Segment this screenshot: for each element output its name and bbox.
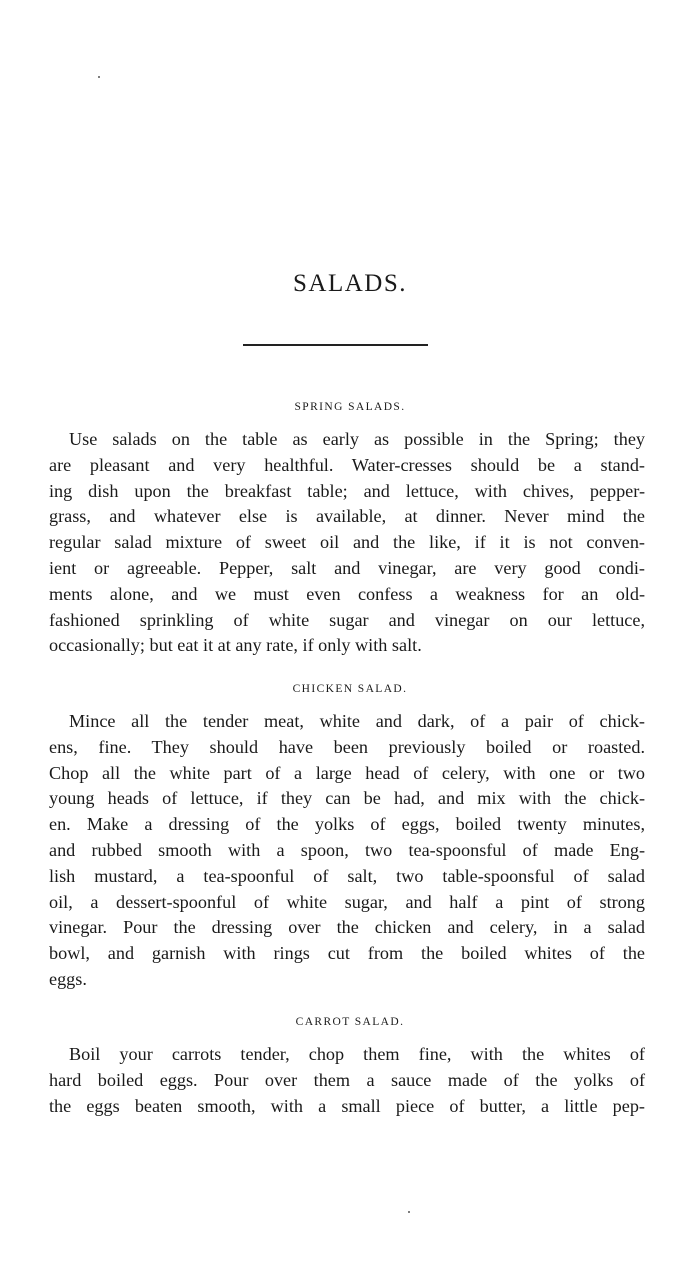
- section-heading-carrot-salad: CARROT SALAD.: [295, 1016, 405, 1028]
- page-title: SALADS.: [293, 270, 407, 297]
- section-heading-spring-salads: SPRING SALADS.: [294, 401, 406, 413]
- text-line: ens, fine. They should have been previously boiled or roasted.: [49, 736, 645, 757]
- text-line: ments alone, and we must even confess a weakness for an old-: [49, 583, 645, 604]
- text-line: Chop all the white part of a large head of celery, with one or two: [49, 762, 645, 783]
- text-line: vinegar. Pour the dressing over the chicken and celery, in a salad: [49, 917, 645, 938]
- text-line: Use salads on the table as early as possible in the Spring; they: [69, 429, 645, 449]
- text-line: are pleasant and very healthful. Water-cresses should be a stand-: [49, 454, 645, 475]
- text-line: ient or agreeable. Pepper, salt and vinegar, are very good condi-: [49, 557, 645, 578]
- text-line: bowl, and garnish with rings cut from the boiled whites of the: [49, 943, 645, 964]
- text-line: fashioned sprinkling of white sugar and vinegar on our lettuce,: [49, 609, 645, 630]
- text-line: Mince all the tender meat, white and dark, of a pair of chick-: [69, 711, 645, 731]
- text-line: grass, and whatever else is available, at dinner. Never mind the: [49, 506, 645, 527]
- text-line: oil, a dessert-spoonful of white sugar, and half a pint of strong: [49, 891, 645, 912]
- text-line: hard boiled eggs. Pour over them a sauce made of the yolks of: [49, 1069, 645, 1090]
- text-line: occasionally; but eat it at any rate, if only with salt.: [49, 635, 422, 656]
- paper-speck: [408, 1211, 410, 1213]
- text-line: en. Make a dressing of the yolks of eggs, boiled twenty minutes,: [49, 814, 645, 835]
- text-line: regular salad mixture of sweet oil and the like, if it is not conven-: [49, 532, 645, 553]
- section-heading-chicken-salad: CHICKEN SALAD.: [292, 683, 408, 695]
- text-line: Boil your carrots tender, chop them fine, with the whites of: [69, 1044, 645, 1064]
- paragraph-carrot-salad: [49, 1042, 645, 1119]
- text-line: and rubbed smooth with a spoon, two tea-spoonsful of made Eng-: [49, 839, 645, 860]
- text-line: young heads of lettuce, if they can be had, and mix with the chick-: [49, 788, 645, 809]
- text-line: eggs.: [49, 968, 87, 989]
- title-rule: [243, 344, 428, 346]
- paragraph-spring-salads: [49, 427, 645, 659]
- text-line: ing dish upon the breakfast table; and lettuce, with chives, pepper-: [49, 480, 645, 501]
- paper-speck: [98, 76, 100, 78]
- text-line: lish mustard, a tea-spoonful of salt, two table-spoonsful of salad: [49, 865, 645, 886]
- text-line: the eggs beaten smooth, with a small piece of butter, a little pep-: [49, 1095, 645, 1116]
- paragraph-chicken-salad: [49, 709, 645, 993]
